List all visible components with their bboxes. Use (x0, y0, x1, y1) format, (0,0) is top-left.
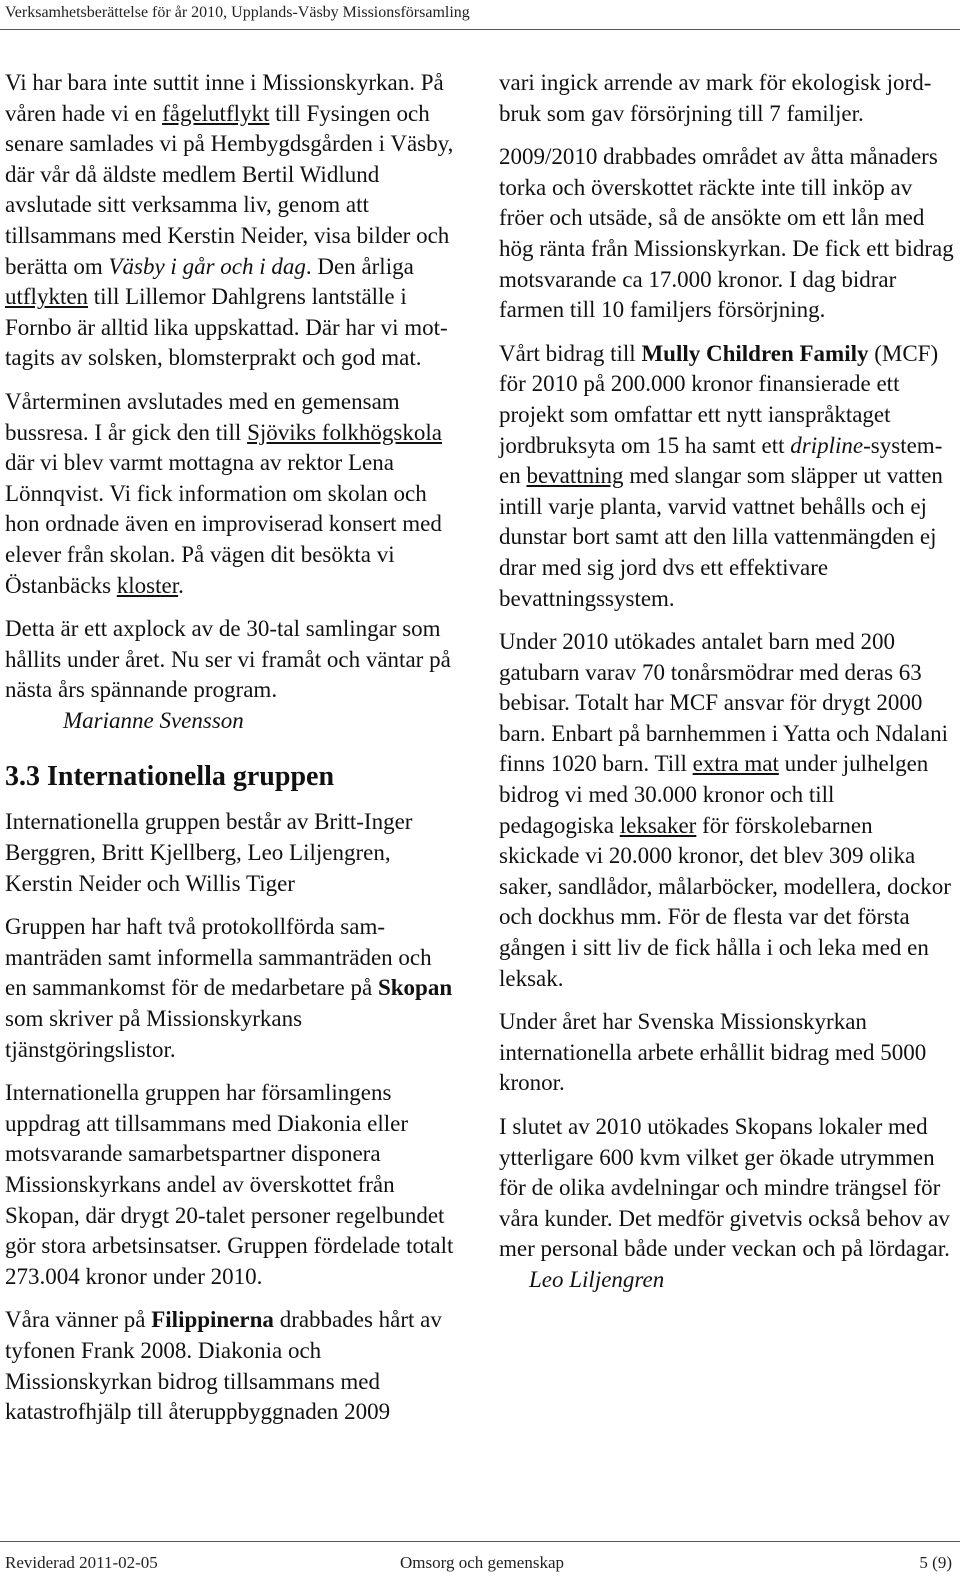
footer-section-name: Omsorg och gemenskap (400, 1553, 564, 1572)
footer-divider (0, 1541, 960, 1542)
link-leksaker[interactable]: leksaker (619, 812, 697, 838)
paragraph-activities: Vi har bara inte suttit inne i Missionskyrkan. På våren hade vi en fågelutflykt till Fysingen och senare samlades vi på Hembygdsgården i Väsby, där vår då äldste medlem Bertil Widlund avslutade sitt verksamma liv, genom att tillsammans med Kerstin Neider, visa bilder och berätta om Väsby i går och i dag. Den årliga utflykten till Lillemor Dahlgrens lantställe i Fornbo är alltid lika uppskattad. Där har vi mottagits av solsken, blomsterprakt och god mat. (5, 70, 454, 371)
paragraph-bus-trip: Vårterminen avslutades med en gemensam bussresa. I år gick den till Sjöviks folkhögskola där vi blev varmt mottagna av rektor Lena Lönnqvist. Vi fick information om skolan och hon ordnade även en improviserad konsert med elever från skolan. På vägen dit besökta vi Östanbäcks kloster. (5, 388, 442, 598)
bold-skopan: Skopan (377, 975, 453, 1001)
paragraph-summary: Detta är ett axplock av de 30-tal samlingar som hållits under året. Nu ser vi framåt och väntar på nästa års spännande program. (5, 616, 451, 703)
italic-dripline: dripline (790, 432, 864, 458)
paragraph-farming: vari ingick arrende av mark för ekologisk jord-bruk som gav försörjning till 7 familjer. (499, 70, 932, 126)
page-header-title: Verksamhetsberättelse för år 2010, Upplands-Väsby Missionsförsamling (5, 4, 470, 21)
paragraph-meetings: Gruppen har haft två protokollförda sammanträden samt informella sammanträden och en sammankomst för de medarbetare på Skopan som skriver på Missionskyrkans tjänstgöringslistor. (5, 914, 453, 1062)
paragraph-mission: Internationella gruppen har församlingens uppdrag att tillsammans med Diakonia eller motsvarande samarbetspartner disponera Missionskyrkans andel av överskottet från Skopan, där drygt 20-talet personer regelbundet gör stora arbetsinsatser. Gruppen fördelade totalt 273.004 kronor under 2010. (5, 1080, 454, 1289)
link-kloster[interactable]: kloster (116, 572, 179, 598)
bold-mully-children-family: Mully Children Family (641, 340, 869, 366)
footer-page-number: 5 (9) (919, 1553, 952, 1572)
paragraph-members: Internationella gruppen består av Britt-Inger Berggren, Britt Kjellberg, Leo Liljengren, Kerstin Neider och Willis Tiger (5, 809, 413, 896)
signature-leo: Leo Liljengren (529, 1266, 665, 1292)
footer-revised-date: Reviderad 2011-02-05 (5, 1553, 158, 1572)
left-column (5, 68, 457, 1441)
paragraph-skopan-expansion: I slutet av 2010 utökades Skopans lokaler med ytterligare 600 kvm vilket ger ökade utrymmen för de olika avdelningar och mindre trängsel för våra kunder. Det medför givetvis också behov av mer personal både under veckan och på lördagar. (499, 1114, 950, 1262)
link-extra-mat[interactable]: extra mat (692, 751, 779, 777)
link-sjoviks-folkhogskola[interactable]: Sjöviks folkhögskola (247, 419, 442, 445)
title-vasby: Väsby i går och i dag (108, 253, 306, 279)
paragraph-children: Under 2010 utökades antalet barn med 200 gatubarn varav 70 tonårsmödrar med deras 63 bebisar. Totalt har MCF ansvar för drygt 2000 barn. Enbart på barnhemmen i Yatta och Ndalani finns 1020 barn. Till extra mat under julhelgen bidrog vi med 30.000 kronor och till pedagogiska leksaker för förskolebarnen skickade vi 20.000 kronor, det blev 309 olika saker, sandlådor, målarböcker, modellera, dockor och dockhus mm. För de flesta var det första gången i sitt liv de fick hålla i och leka med en leksak. (499, 629, 951, 991)
signature-marianne: Marianne Svensson (63, 707, 244, 733)
paragraph-drought: 2009/2010 drabbades området av åtta månaders torka och överskottet räckte inte till inköp av fröer och utsäde, så de ansökte om ett lån med hög ränta från Missionskyrkan. De fick ett bidrag motsvarande ca 17.000 kronor. I dag bidrar farmen till 10 familjers försörjning. (499, 144, 954, 323)
section-heading: 3.3 Internationella gruppen (5, 761, 335, 793)
link-bevattning[interactable]: bevattning (526, 463, 624, 489)
link-fagelutflykt[interactable]: fågelutflykt (162, 100, 270, 126)
bold-filippinerna: Filippinerna (151, 1307, 274, 1333)
paragraph-contribution: Under året har Svenska Missionskyrkan internationella arbete erhållit bidrag med 5000 kronor. (499, 1009, 927, 1096)
paragraph-mully: Vårt bidrag till Mully Children Family (MCF) för 2010 på 200.000 kronor finansierade ett projekt som omfattar ett nytt ianspråktaget jordbruksyta om 15 ha samt ett dripline-system- en bevattning med slangar som släpper ut vatten intill varje planta, varvid vattnet behålls och ej dunstar bort samt att den lilla vattenmängden ej drar med sig jord dvs ett effektivare bevattningssystem. (499, 340, 943, 611)
header-divider (0, 29, 960, 30)
right-column (499, 68, 954, 1296)
paragraph-philippines: Våra vänner på Filippinerna drabbades hårt av tyfonen Frank 2008. Diakonia och Missionskyrkan bidrog tillsammans med katastrofhjälp till återuppbyggnaden 2009 (5, 1307, 442, 1425)
link-utflykten[interactable]: utflykten (5, 284, 89, 310)
